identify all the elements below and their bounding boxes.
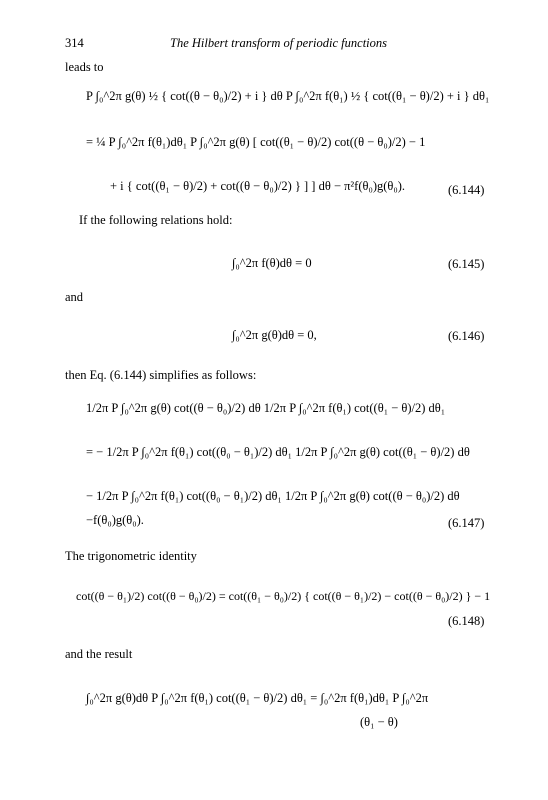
eq147-line3: − 1/2π P ∫₀^2π f(θ₁) cot((θ₀ − θ₁)/2) dθ₁ 1/2π P ∫₀^2π g(θ) cot((θ − θ₀)/2) dθ [86, 489, 460, 503]
eq144-line1: P ∫₀^2π g(θ) ½ { cot((θ − θ₀)/2) + i } dθ P ∫₀^2π f(θ₁) ½ { cot((θ₁ − θ)/2) + i } dθ₁ [86, 89, 490, 103]
eq147-line1: 1/2π P ∫₀^2π g(θ) cot((θ − θ₀)/2) dθ 1/2π P ∫₀^2π f(θ₁) cot((θ₁ − θ)/2) dθ₁ [86, 401, 446, 415]
page-number: 314 [65, 36, 84, 50]
eq147-line2: = − 1/2π P ∫₀^2π f(θ₁) cot((θ₀ − θ₁)/2) dθ₁ 1/2π P ∫₀^2π g(θ) cot((θ₁ − θ)/2) dθ [86, 445, 470, 459]
text-then-eq: then Eq. (6.144) simplifies as follows: [65, 368, 257, 382]
eq147-line4: −f(θ₀)g(θ₀). [86, 513, 144, 527]
text-and: and [65, 290, 84, 304]
equation-6-146: ∫₀^2π g(θ)dθ = 0, [232, 328, 317, 342]
running-title: The Hilbert transform of periodic functions [170, 36, 388, 50]
equation-result-cut: (θ₁ − θ) [360, 715, 398, 729]
eq-number-6-148: (6.148) [448, 614, 485, 628]
text-and-result: and the result [65, 647, 133, 661]
eq-number-6-145: (6.145) [448, 257, 485, 271]
equation-6-145: ∫₀^2π f(θ)dθ = 0 [232, 256, 312, 270]
text-if-relations: If the following relations hold: [79, 213, 233, 227]
eq-number-6-144: (6.144) [448, 183, 485, 197]
eq-number-6-147: (6.147) [448, 516, 485, 530]
equation-result: ∫₀^2π g(θ)dθ P ∫₀^2π f(θ₁) cot((θ₁ − θ)/2) dθ₁ = ∫₀^2π f(θ₁)dθ₁ P ∫₀^2π [86, 691, 429, 705]
text-leads-to: leads to [65, 60, 104, 74]
text-trig-identity: The trigonometric identity [65, 549, 197, 563]
eq144-line3: + i { cot((θ₁ − θ)/2) + cot((θ − θ₀)/2) } ] ] dθ − π²f(θ₀)g(θ₀). [110, 179, 406, 193]
equation-6-148: cot((θ − θ₁)/2) cot((θ − θ₀)/2) = cot((θ₁ − θ₀)/2) { cot((θ − θ₁)/2) − cot((θ − θ₀)/2) } − 1 [76, 589, 491, 603]
eq-number-6-146: (6.146) [448, 329, 485, 343]
eq144-line2: = ¼ P ∫₀^2π f(θ₁)dθ₁ P ∫₀^2π g(θ) [ cot((θ₁ − θ)/2) cot((θ − θ₀)/2) − 1 [86, 135, 426, 149]
